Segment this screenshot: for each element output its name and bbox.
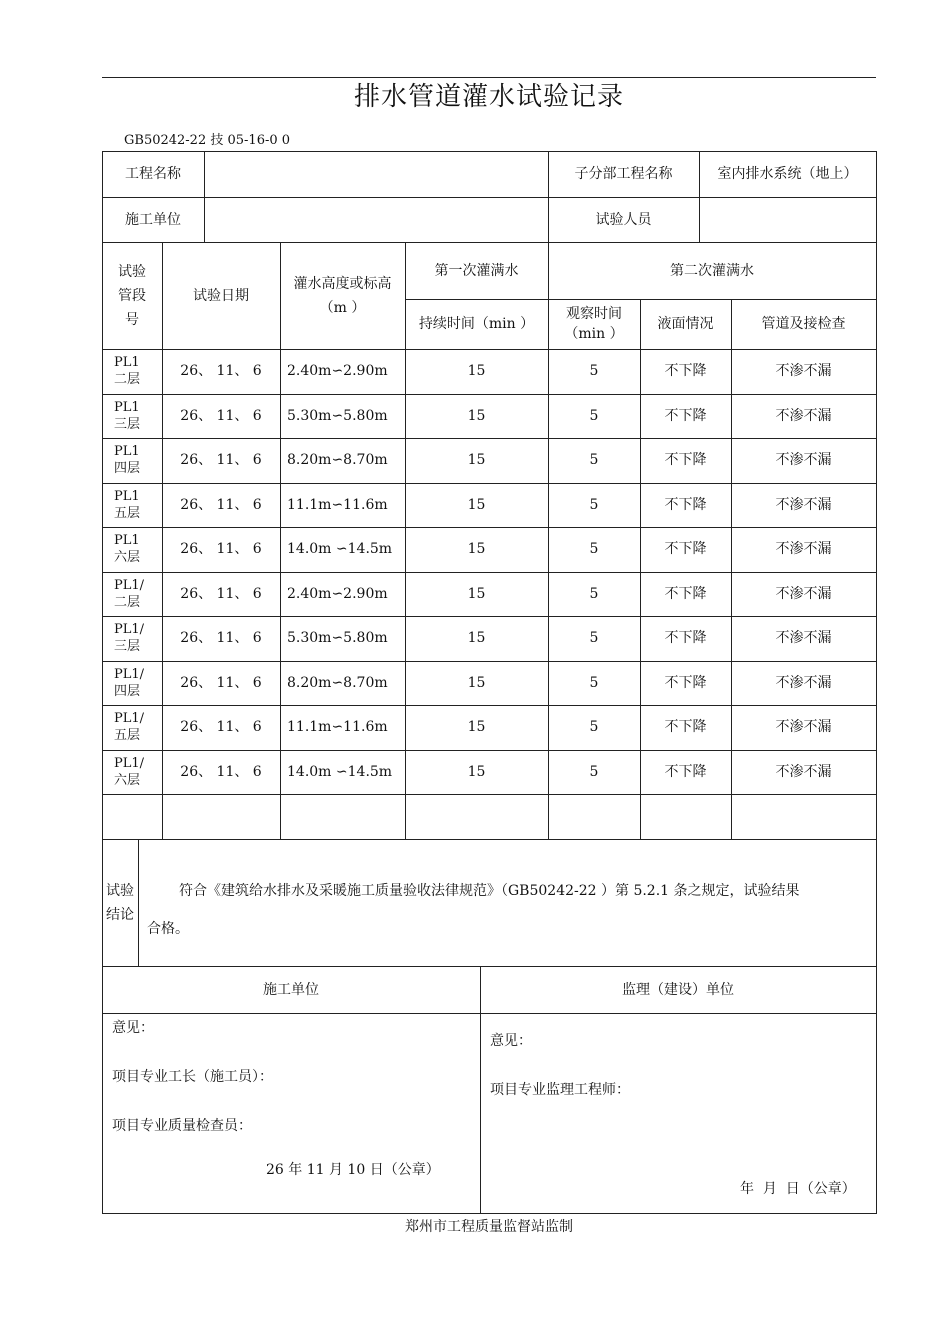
sub-project-label: 子分部工程名称 (574, 166, 673, 182)
header-check: 管道及接检查 (761, 316, 846, 332)
row-segment (102, 483, 162, 528)
row-height: 8.20m∽8.70m (287, 674, 388, 691)
row-height: 2.40m∽2.90m (287, 585, 388, 602)
segment-pipe: PL1/ (114, 622, 145, 638)
row-duration: 15 (467, 674, 486, 691)
segment-floor: 六层 (114, 550, 141, 566)
row-segment (102, 438, 162, 483)
row-segment (102, 661, 162, 706)
row-date: 26、 11、 6 (180, 630, 262, 647)
segment-floor: 二层 (114, 594, 141, 610)
row-observe: 5 (589, 719, 599, 736)
row-level: 不下降 (664, 496, 707, 513)
row-observe: 5 (589, 630, 599, 647)
row-date (162, 794, 280, 839)
row-observe: 5 (589, 585, 599, 602)
row-segment (102, 349, 162, 394)
conclusion-line-1: 符合《建筑给水排水及采暖施工质量验收法律规范》（GB50242-22 ）第 5.2.1 条之规定，试验结果 (179, 883, 800, 899)
row-segment (102, 527, 162, 572)
row-duration (405, 794, 548, 839)
row-duration: 15 (467, 407, 486, 424)
row-level: 不下降 (664, 407, 707, 424)
left-date: 26 年 11 月 10 日（公章） (266, 1162, 440, 1178)
row-level (640, 794, 731, 839)
row-height: 5.30m∽5.80m (287, 630, 388, 647)
construction-unit-header: 施工单位 (263, 981, 319, 998)
row-observe: 5 (589, 363, 599, 380)
row-check: 不渗不漏 (775, 585, 832, 602)
row-date: 26、 11、 6 (180, 763, 262, 780)
row-observe (548, 794, 640, 839)
row-date: 26、 11、 6 (180, 674, 262, 691)
row-check: 不渗不漏 (775, 496, 832, 513)
sub-project-value[interactable]: 室内排水系统（地上） (717, 166, 858, 182)
row-level: 不下降 (664, 541, 707, 558)
row-level: 不下降 (664, 630, 707, 647)
right-opinion: 意见： (490, 1033, 532, 1049)
conclusion-text (147, 872, 877, 948)
right-engineer: 项目专业监理工程师： (490, 1082, 630, 1098)
right-date: 年 月 日（公章） (740, 1181, 856, 1197)
construction-unit-value[interactable] (204, 197, 548, 242)
row-segment (102, 572, 162, 617)
form-code: GB50242-22 技 05-16-0 0 (124, 133, 291, 148)
row-check: 不渗不漏 (775, 407, 832, 424)
row-date: 26、 11、 6 (180, 585, 262, 602)
header-observe: 观察时间（min ） (564, 306, 624, 342)
row-observe: 5 (589, 452, 599, 469)
row-height: 14.0m ∽14.5m (287, 541, 393, 558)
segment-floor: 五层 (114, 505, 141, 521)
header-segment: 试验管段号 (118, 263, 146, 328)
row-date: 26、 11、 6 (180, 363, 262, 380)
segment-floor: 六层 (114, 772, 141, 788)
row-segment (102, 616, 162, 661)
row-segment (102, 705, 162, 750)
row-height: 11.1m∽11.6m (287, 719, 388, 736)
header-first-fill: 第一次灌满水 (434, 262, 519, 279)
header-second-fill: 第二次灌满水 (670, 262, 754, 279)
row-duration: 15 (467, 452, 486, 469)
segment-floor: 三层 (114, 639, 141, 655)
conclusion-line-2: 合格。 (147, 921, 189, 937)
left-inspector: 项目专业质量检查员： (112, 1118, 252, 1134)
segment-pipe: PL1 (114, 399, 140, 415)
row-check: 不渗不漏 (775, 763, 832, 780)
row-height (280, 794, 405, 839)
tester-label: 试验人员 (595, 211, 652, 228)
left-foreman: 项目专业工长（施工员）： (112, 1069, 273, 1085)
supervision-unit-header: 监理（建设）单位 (622, 981, 734, 998)
segment-pipe: PL1 (114, 444, 140, 460)
row-date: 26、 11、 6 (180, 407, 262, 424)
segment-pipe: PL1 (114, 488, 140, 504)
row-check (731, 794, 876, 839)
row-level: 不下降 (664, 719, 707, 736)
row-duration: 15 (467, 630, 486, 647)
segment-pipe: PL1/ (114, 577, 145, 593)
footer-text: 郑州市工程质量监督站监制 (405, 1219, 573, 1235)
row-duration: 15 (467, 363, 486, 380)
row-observe: 5 (589, 407, 599, 424)
segment-floor: 四层 (114, 683, 141, 699)
segment-floor: 二层 (114, 372, 141, 388)
header-height: 灌水高度或标高（m ） (293, 275, 392, 316)
segment-floor: 三层 (114, 416, 141, 432)
row-duration: 15 (467, 496, 486, 513)
row-check: 不渗不漏 (775, 719, 832, 736)
project-name-value[interactable] (204, 151, 548, 197)
row-segment (102, 794, 162, 839)
segment-pipe: PL1 (114, 533, 140, 549)
row-date: 26、 11、 6 (180, 496, 262, 513)
segment-pipe: PL1 (114, 355, 140, 371)
segment-pipe: PL1/ (114, 755, 145, 771)
header-level: 液面情况 (657, 316, 714, 332)
row-level: 不下降 (664, 763, 707, 780)
row-height: 11.1m∽11.6m (287, 496, 388, 513)
row-check: 不渗不漏 (775, 363, 832, 380)
row-segment (102, 750, 162, 795)
segment-floor: 四层 (114, 461, 141, 477)
row-duration: 15 (467, 585, 486, 602)
top-rule (102, 77, 876, 78)
header-duration: 持续时间（min ） (418, 316, 535, 332)
row-height: 8.20m∽8.70m (287, 452, 388, 469)
row-height: 5.30m∽5.80m (287, 407, 388, 424)
row-date: 26、 11、 6 (180, 452, 262, 469)
row-segment (102, 394, 162, 439)
row-duration: 15 (467, 719, 486, 736)
header-date: 试验日期 (193, 287, 249, 304)
row-level: 不下降 (664, 674, 707, 691)
segment-pipe: PL1/ (114, 666, 145, 682)
row-duration: 15 (467, 763, 486, 780)
left-opinion: 意见： (112, 1020, 154, 1036)
row-check: 不渗不漏 (775, 452, 832, 469)
row-level: 不下降 (664, 452, 707, 469)
segment-floor: 五层 (114, 728, 141, 744)
page-title: 排水管道灌水试验记录 (353, 82, 624, 112)
segment-pipe: PL1/ (114, 711, 145, 727)
row-level: 不下降 (664, 363, 707, 380)
row-check: 不渗不漏 (775, 541, 832, 558)
row-duration: 15 (467, 541, 486, 558)
project-name-label: 工程名称 (125, 166, 181, 182)
row-height: 14.0m ∽14.5m (287, 763, 393, 780)
conclusion-label: 试验结论 (106, 882, 134, 923)
construction-unit-label: 施工单位 (125, 211, 181, 228)
row-check: 不渗不漏 (775, 630, 832, 647)
row-observe: 5 (589, 763, 599, 780)
row-observe: 5 (589, 541, 599, 558)
row-observe: 5 (589, 674, 599, 691)
row-check: 不渗不漏 (775, 674, 832, 691)
row-height: 2.40m∽2.90m (287, 363, 388, 380)
row-level: 不下降 (664, 585, 707, 602)
tester-value[interactable] (699, 197, 876, 242)
row-date: 26、 11、 6 (180, 719, 262, 736)
row-date: 26、 11、 6 (180, 541, 262, 558)
row-observe: 5 (589, 496, 599, 513)
